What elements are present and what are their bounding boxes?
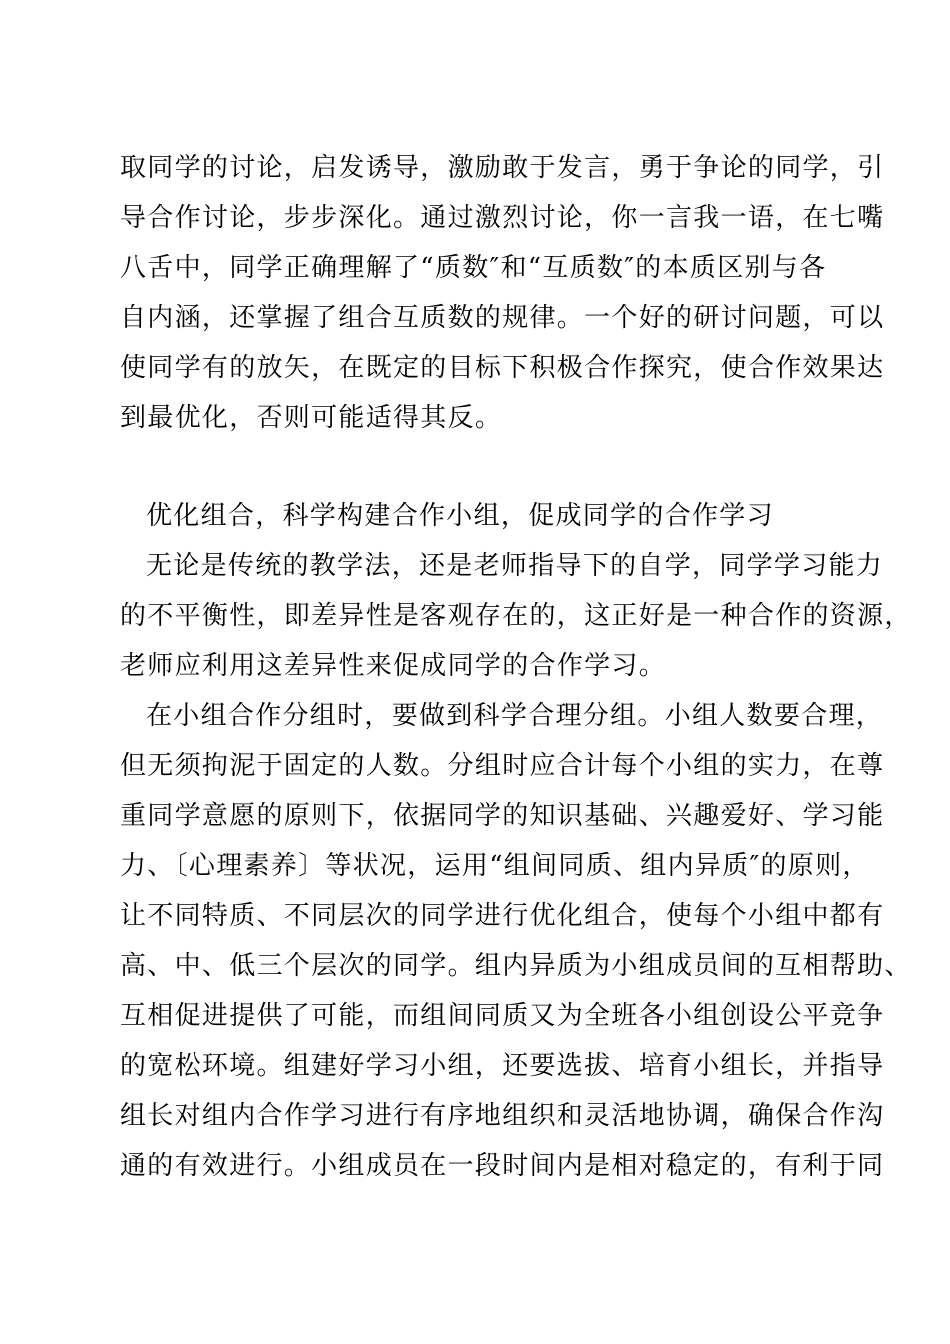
text-line: 导合作讨论，步步深化。通过激烈讨论，你一言我一语，在七嘴 <box>120 203 885 233</box>
text-line: 自内涵，还掌握了组合互质数的规律。一个好的研讨问题，可以 <box>120 303 885 333</box>
text-line: 使同学有的放矢，在既定的目标下积极合作探究，使合作效果达 <box>120 353 885 383</box>
text-line: 重同学意愿的原则下，依据同学的知识基础、兴趣爱好、学习能 <box>120 801 885 831</box>
text-line: 到最优化，否则可能适得其反。 <box>120 403 503 433</box>
text-line: 互相促进提供了可能，而组间同质又为全班各小组创设公平竞争 <box>120 1001 885 1031</box>
text-line: 八舌中，同学正确理解了“质数″和“互质数″的本质区别与各 <box>120 253 827 283</box>
text-line: 组长对组内合作学习进行有序地组织和灵活地协调，确保合作沟 <box>120 1101 885 1131</box>
text-line: 取同学的讨论，启发诱导，激励敢于发言，勇于争论的同学，引 <box>120 153 885 183</box>
text-line: 老师应利用这差异性来促成同学的合作学习。 <box>120 651 667 681</box>
text-line: 通的有效进行。小组成员在一段时间内是相对稳定的，有利于同 <box>120 1151 885 1181</box>
text-line: 让不同特质、不同层次的同学进行优化组合，使每个小组中都有 <box>120 901 885 931</box>
text-line: 力、〔心理素养〕等状况，运用“组间同质、组内异质″的原则， <box>120 851 870 881</box>
text-line: 在小组合作分组时，要做到科学合理分组。小组人数要合理， <box>146 701 884 731</box>
text-line: 的宽松环境。组建好学习小组，还要选拔、培育小组长，并指导 <box>120 1051 885 1081</box>
text-line: 但无须拘泥于固定的人数。分组时应合计每个小组的实力，在尊 <box>120 751 885 781</box>
text-line: 无论是传统的教学法，还是老师指导下的自学，同学学习能力 <box>146 551 884 581</box>
text-line: 高、中、低三个层次的同学。组内异质为小组成员间的互相帮助、 <box>120 951 912 981</box>
text-line: 的不平衡性，即差异性是客观存在的，这正好是一种合作的资源， <box>120 601 912 631</box>
heading-line: 优化组合，科学构建合作小组，促成同学的合作学习 <box>146 501 774 531</box>
